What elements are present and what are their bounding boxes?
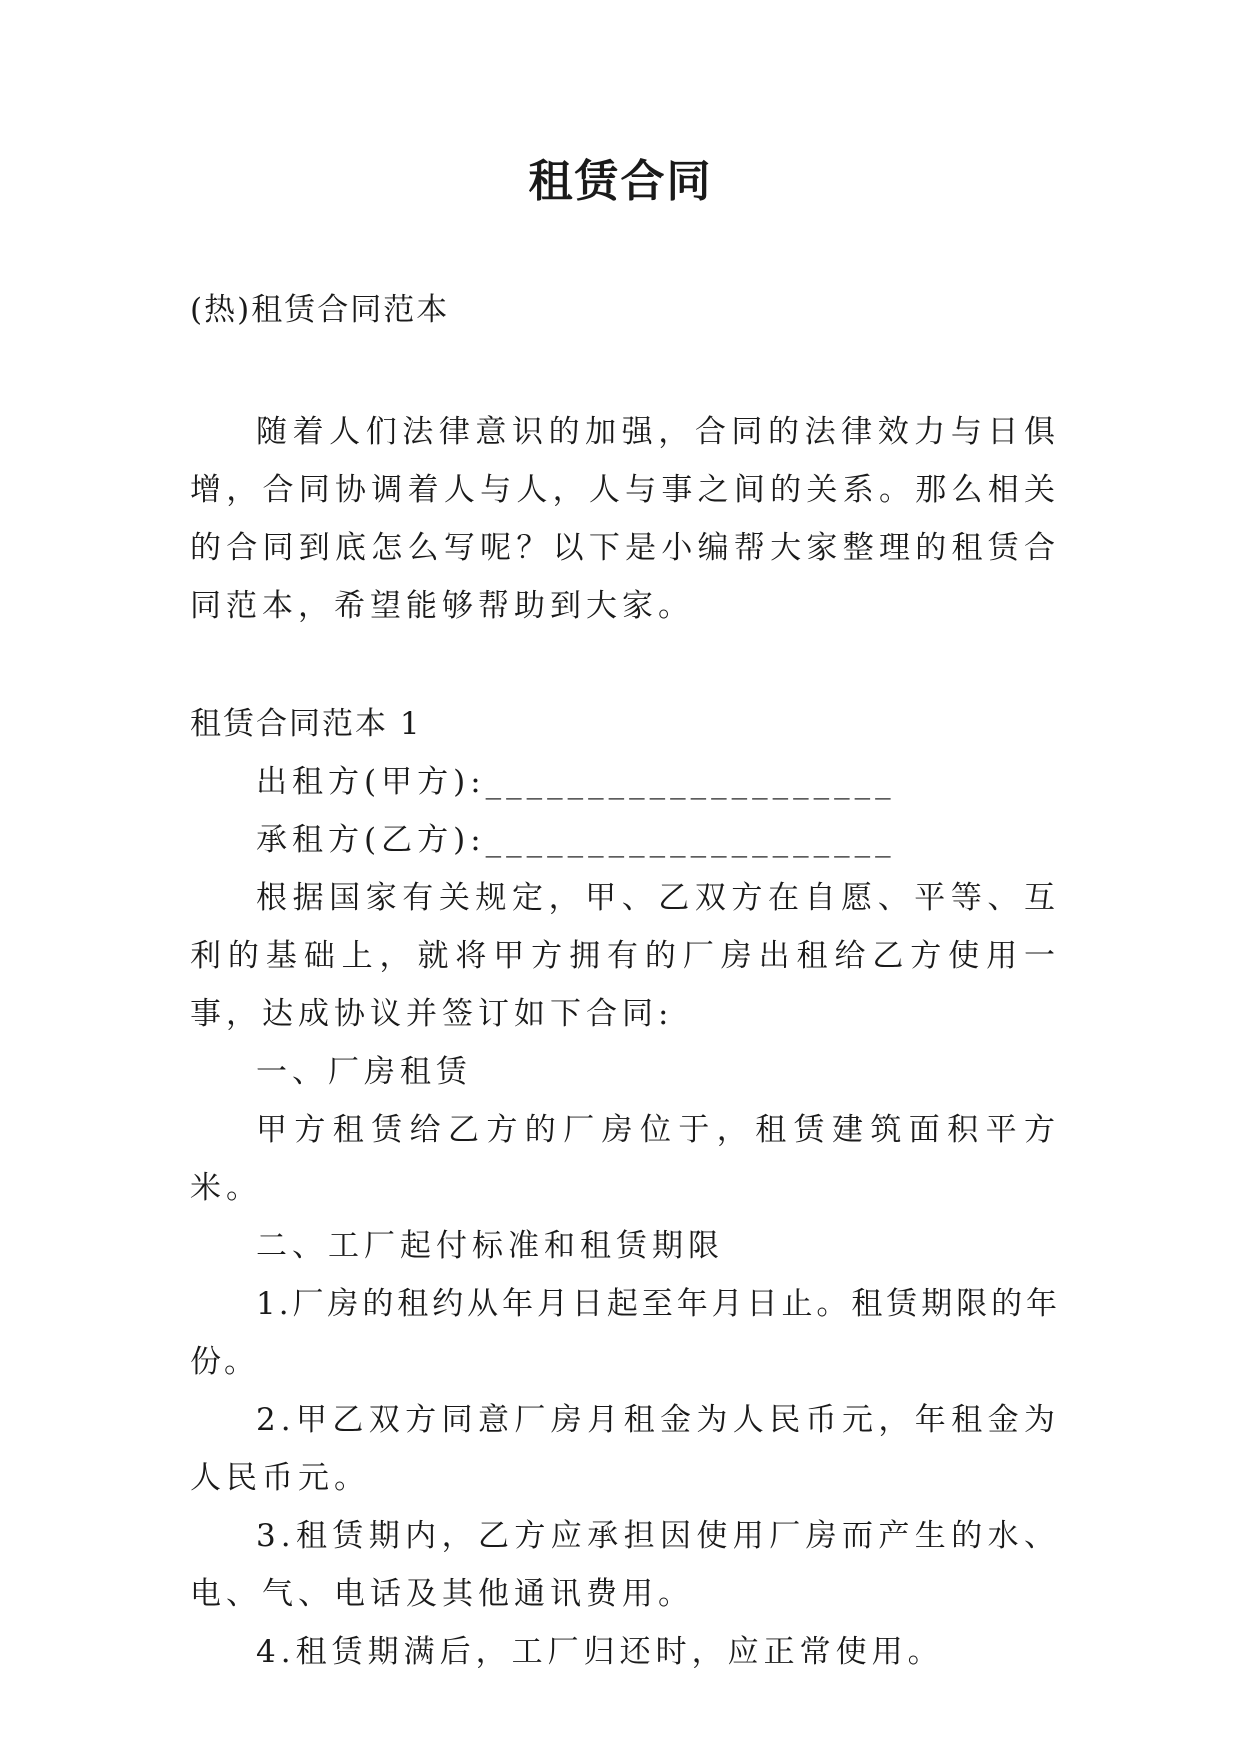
- clause-paragraph: 甲方租赁给乙方的厂房位于，租赁建筑面积平方米。: [190, 1112, 1060, 1206]
- clause-item-2: 2.甲乙双方同意厂房月租金为人民币元，年租金为人民币元。: [190, 1402, 1060, 1496]
- section-title: 租赁合同范本 1: [190, 706, 422, 742]
- clause-heading-2: 二、工厂起付标准和租赁期限: [256, 1228, 724, 1264]
- lessor-line: 出租方(甲方):____________________: [256, 764, 896, 800]
- intro-paragraph: 随着人们法律意识的加强，合同的法律效力与日俱增，合同协调着人与人，人与事之间的关系。那么相关的合同到底怎么写呢？以下是小编帮大家整理的租赁合同范本，希望能够帮助到大家。: [190, 414, 1060, 624]
- preamble-paragraph: 根据国家有关规定，甲、乙双方在自愿、平等、互利的基础上，就将甲方拥有的厂房出租给乙方使用一事，达成协议并签订如下合同:: [190, 880, 1060, 1032]
- contract-body: [190, 753, 1060, 1681]
- document-subtitle: (热)租赁合同范本: [190, 292, 450, 328]
- clause-item-4: 4.租赁期满后，工厂归还时，应正常使用。: [256, 1634, 944, 1670]
- clause-item-3: 3.租赁期内，乙方应承担因使用厂房而产生的水、电、气、电话及其他通讯费用。: [190, 1518, 1060, 1612]
- clause-heading-1: 一、厂房租赁: [256, 1054, 472, 1090]
- document-title: 租赁合同: [528, 156, 713, 207]
- lessee-line: 承租方(乙方):____________________: [256, 822, 896, 858]
- clause-item-1: 1.厂房的租约从年月日起至年月日止。租赁期限的年份。: [190, 1286, 1060, 1380]
